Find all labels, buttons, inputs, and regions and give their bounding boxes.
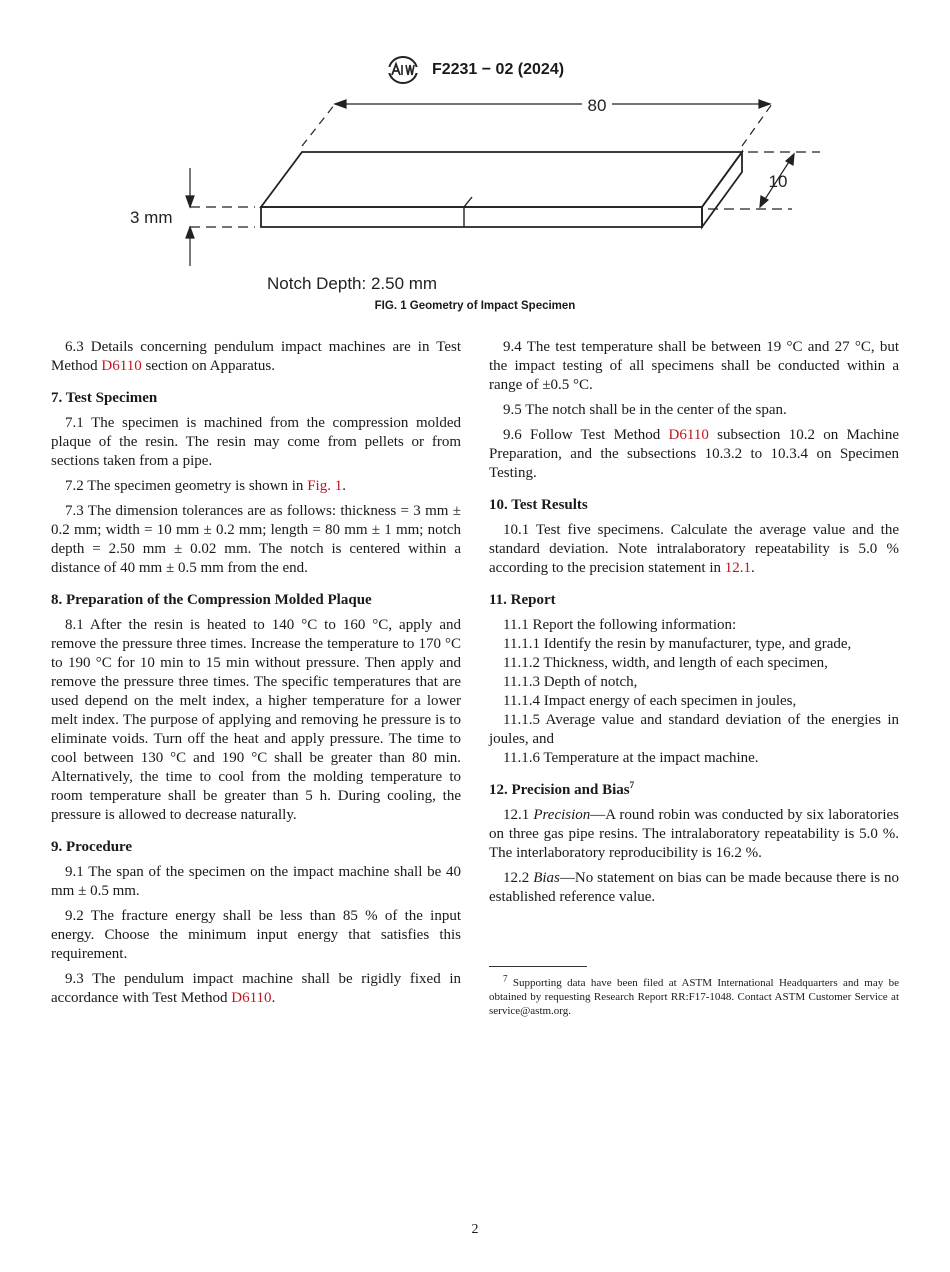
paragraph-11-1: 11.1 Report the following information: xyxy=(503,617,737,633)
paragraph-9-6: 9.6 Follow Test Method D6110 subsection 10.2 on Machine Preparation, and the subsections 10.3.2 to 10.3.4 on Specimen Testing. xyxy=(489,427,899,481)
fig-1-link[interactable]: Fig. 1 xyxy=(307,478,343,494)
left-column xyxy=(51,338,461,1014)
section-heading-11: 11. Report xyxy=(489,592,556,608)
paragraph-12-2: 12.2 Bias—No statement on bias can be made because there is no established reference value. xyxy=(489,870,900,905)
paragraph-9-3: 9.3 The pendulum impact machine shall be rigidly fixed in accordance with Test Method D6110. xyxy=(51,971,461,1006)
specimen-side-face xyxy=(702,152,742,227)
paragraph-6-3: 6.3 Details concerning pendulum impact machines are in Test Method D6110 section on Apparatus. xyxy=(51,339,461,374)
paragraph-11-1-4: 11.1.4 Impact energy of each specimen in joules, xyxy=(503,693,797,709)
paragraph-11-1-1: 11.1.1 Identify the resin by manufacturer, type, and grade, xyxy=(503,636,852,652)
paragraph-7-1: 7.1 The specimen is machined from the compression molded plaque of the resin. The resin may come from pellets or from sections taken from a pipe. xyxy=(51,415,461,469)
notch-line xyxy=(464,197,472,227)
specimen-top-face xyxy=(261,152,742,207)
standard-designation: F2231 − 02 (2024) xyxy=(431,61,565,78)
paragraph-11-1-2: 11.1.2 Thickness, width, and length of each specimen, xyxy=(503,655,828,671)
paragraph-11-1-6: 11.1.6 Temperature at the impact machine. xyxy=(503,750,759,766)
section-heading-7: 7. Test Specimen xyxy=(51,390,158,406)
width-label: 10 xyxy=(768,172,788,191)
d6110-link[interactable]: D6110 xyxy=(668,427,709,443)
astm-logo-icon xyxy=(386,55,420,85)
page-header xyxy=(0,55,950,85)
section-12-1-link[interactable]: 12.1 xyxy=(724,560,752,576)
paragraph-10-1: 10.1 Test five specimens. Calculate the average value and the standard deviation. Note intralaboratory repeatability is 5.0 % according to the precision statement in 12.1. xyxy=(489,522,899,576)
paragraph-9-5: 9.5 The notch shall be in the center of the span. xyxy=(503,402,787,418)
paragraph-9-1: 9.1 The span of the specimen on the impact machine shall be 40 mm ± 0.5 mm. xyxy=(51,864,461,899)
thickness-label: 3 mm xyxy=(130,208,173,227)
length-ext-right xyxy=(742,104,772,146)
paragraph-7-2: 7.2 The specimen geometry is shown in Fig. 1. xyxy=(65,478,346,494)
page-number: 2 xyxy=(471,1222,479,1237)
d6110-link[interactable]: D6110 xyxy=(231,990,272,1006)
paragraph-7-3: 7.3 The dimension tolerances are as follows: thickness = 3 mm ± 0.2 mm; width = 10 mm ± 0.2 mm; length = 80 mm ± 1 mm; notch depth = 2.50 mm ± 0.02 mm. The notch is centered within a distance of 40 mm ± 0.5 mm from the end. xyxy=(51,503,461,576)
paragraph-12-1: 12.1 Precision—A round robin was conducted by six laboratories on three gas pipe resins. The intralaboratory repeatability is 5.0 %. The interlaboratory reproducibility is 16.2 %. xyxy=(489,807,899,861)
length-arrow-left xyxy=(335,100,346,108)
specimen-geometry-figure xyxy=(120,90,840,295)
paragraph-8-1: 8.1 After the resin is heated to 140 °C to 160 °C, apply and remove the pressure three times. Increase the temperature to 170 °C to 190 °C for 10 min to 15 min without pressure. Then apply and remove the pressure three times. The specific temperatures that are used depend on the melt index, a higher temperature for a lower melt index. The purpose of applying and removing he pressure is to eliminate voids. Turn off the heat and apply pressure. The time to cool between 130 °C and 190 °C shall be greater than 80 min. Alternatively, the time to cool from the molding temperature to room temperature shall be greater than 5 h. During cooling, the pressure is allowed to decrease naturally. xyxy=(51,617,461,823)
paragraph-9-4: 9.4 The test temperature shall be between 19 °C and 27 °C, but the impact testing of all specimens shall be conducted within a range of ±0.5 °C. xyxy=(489,339,899,393)
footnote-7: $^7$ Supporting data have been filed at ASTM International Headquarters and may be obtained by requesting Research Report RR:F17-1048. Contact ASTM Customer Service at service@astm.org. xyxy=(489,973,899,1017)
section-heading-9: 9. Procedure xyxy=(51,839,133,855)
length-label: 80 xyxy=(587,96,607,115)
paragraph-11-1-3: 11.1.3 Depth of notch, xyxy=(503,674,638,690)
footnote-divider xyxy=(489,966,587,967)
section-heading-12: 12. Precision and Bias$^7$ xyxy=(489,780,635,798)
section-heading-10: 10. Test Results xyxy=(489,497,588,513)
section-heading-8: 8. Preparation of the Compression Molded Plaque xyxy=(51,592,372,608)
footnote-ref-7[interactable]: 7 xyxy=(629,780,635,790)
right-column xyxy=(489,338,899,913)
figure-caption: FIG. 1 Geometry of Impact Specimen xyxy=(374,300,576,312)
paragraph-11-1-5: 11.1.5 Average value and standard deviation of the energies in joules, and xyxy=(489,712,899,747)
thickness-arrow-top xyxy=(186,196,194,207)
specimen-front-face xyxy=(261,207,702,227)
paragraph-9-2: 9.2 The fracture energy shall be less than 85 % of the input energy. Choose the minimum input energy that satisfies this requirement. xyxy=(51,908,461,962)
width-arrow-bottom xyxy=(760,196,768,207)
width-arrow-top xyxy=(786,154,794,165)
thickness-arrow-bottom xyxy=(186,227,194,238)
notch-depth-label: Notch Depth: 2.50 mm xyxy=(267,274,438,293)
length-ext-left xyxy=(302,104,335,146)
d6110-link[interactable]: D6110 xyxy=(101,358,142,374)
length-arrow-right xyxy=(759,100,770,108)
